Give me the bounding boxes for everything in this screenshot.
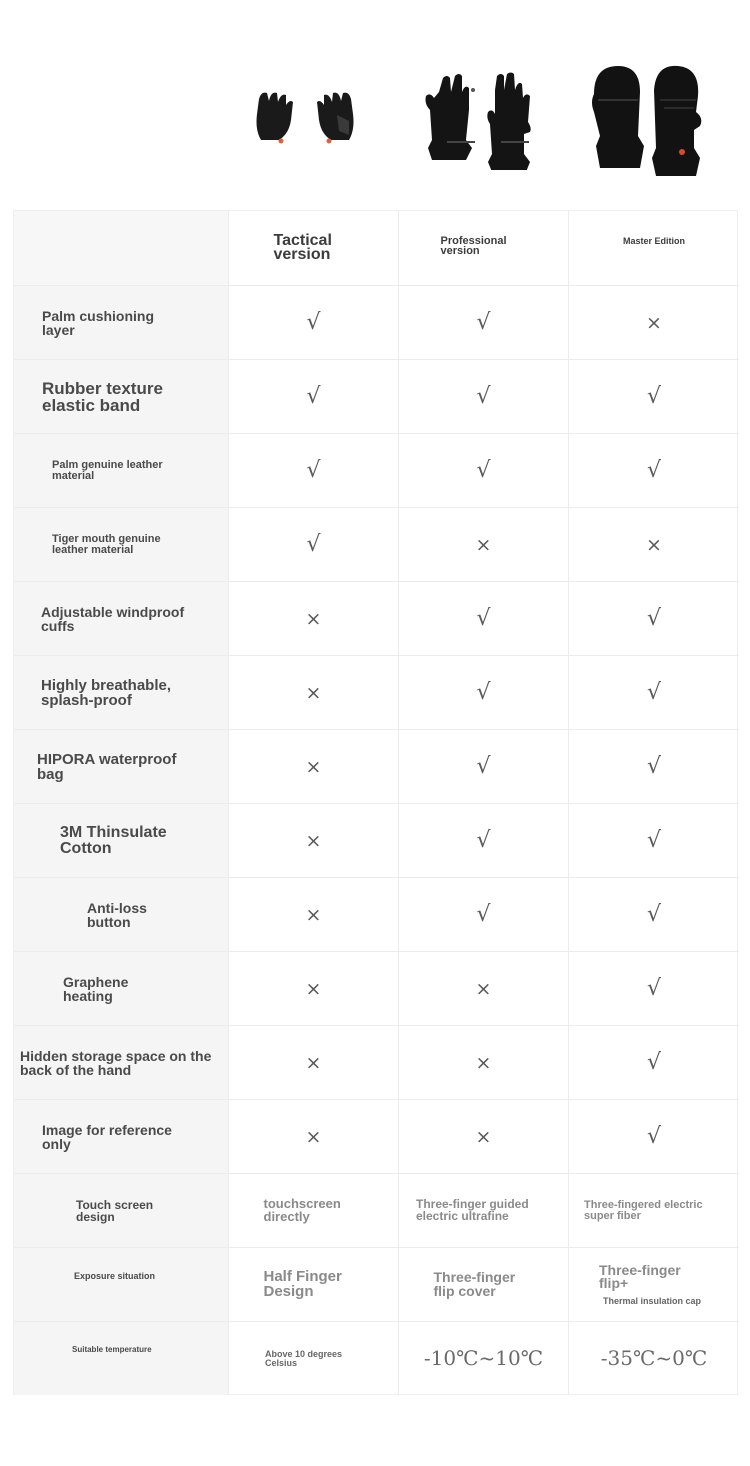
comparison-table <box>13 210 738 1395</box>
header-tactical <box>228 211 398 285</box>
header-professional-label: Professional version <box>440 235 507 257</box>
check-icon: √ <box>646 754 662 779</box>
cross-icon: × <box>305 829 322 852</box>
table-row <box>14 507 739 581</box>
cross-icon: × <box>305 1051 322 1074</box>
check-icon: √ <box>476 754 491 779</box>
feature-label: Tiger mouth genuine leather material <box>52 532 161 556</box>
touch-professional-value: Three-finger guided electric ultrafine <box>416 1197 529 1223</box>
exposure-tactical-value: Half Finger Design <box>263 1268 342 1300</box>
cross-icon: × <box>475 1051 492 1074</box>
table-row <box>14 359 739 433</box>
cross-icon: × <box>305 607 322 630</box>
feature-label: Touch screen design <box>76 1197 154 1224</box>
check-icon: √ <box>306 532 321 557</box>
check-icon: √ <box>646 384 662 409</box>
check-icon: √ <box>476 310 491 335</box>
temperature-master-value: -35℃~0℃ <box>600 1346 708 1370</box>
header-master-label: Master Edition <box>622 236 685 246</box>
header-tactical-label: Tactical version <box>273 231 332 263</box>
check-icon: √ <box>306 458 321 483</box>
exposure-professional-value: Three-finger flip cover <box>433 1269 516 1299</box>
table-row <box>14 1025 739 1099</box>
product-images <box>0 0 750 210</box>
check-icon: √ <box>646 976 662 1001</box>
feature-label: Exposure situation <box>74 1271 156 1281</box>
check-icon: √ <box>646 828 662 853</box>
exposure-master-subvalue: Thermal insulation cap <box>603 1295 702 1306</box>
header-empty-cell <box>14 211 228 285</box>
table-row <box>14 803 739 877</box>
check-icon: √ <box>476 458 491 483</box>
check-icon: √ <box>646 1124 662 1149</box>
feature-label: Suitable temperature <box>72 1345 152 1354</box>
feature-label: HIPORA waterproof bag <box>37 750 177 783</box>
feature-label: Adjustable windproof cuffs <box>41 603 185 634</box>
touch-tactical-value: touchscreen directly <box>263 1196 341 1224</box>
header-professional <box>398 211 568 285</box>
table-row <box>14 655 739 729</box>
temperature-row <box>14 1321 739 1395</box>
feature-label: 3M Thinsulate Cotton <box>60 823 167 857</box>
feature-label: Rubber texture elastic band <box>42 378 163 415</box>
feature-label: Highly breathable, splash-proof <box>41 676 172 709</box>
table-row <box>14 877 739 951</box>
table-row <box>14 581 739 655</box>
check-icon: √ <box>476 606 491 631</box>
check-icon: √ <box>306 310 321 335</box>
check-icon: √ <box>646 680 662 705</box>
table-row <box>14 285 739 359</box>
check-icon: √ <box>646 1050 662 1075</box>
cross-icon: × <box>305 903 322 926</box>
exposure-row <box>14 1247 739 1321</box>
cross-icon: × <box>475 533 492 556</box>
feature-label: Hidden storage space on the back of the hand <box>20 1047 212 1078</box>
exposure-master-value: Three-finger flip+ <box>599 1261 681 1292</box>
cross-icon: × <box>475 977 492 1000</box>
cross-icon: × <box>305 1125 322 1148</box>
cross-icon: × <box>305 977 322 1000</box>
mitten-glove-pair-icon <box>582 55 712 185</box>
check-icon: √ <box>646 606 662 631</box>
check-icon: √ <box>476 828 491 853</box>
fingerless-glove-pair-icon <box>250 55 360 185</box>
check-icon: √ <box>476 902 491 927</box>
header-row <box>14 211 739 285</box>
check-icon: √ <box>646 902 662 927</box>
cross-icon: × <box>646 533 662 556</box>
temperature-professional-value: -10℃~10℃ <box>423 1346 544 1370</box>
feature-label: Anti-loss button <box>87 899 147 930</box>
header-master <box>568 211 739 285</box>
table-row <box>14 729 739 803</box>
table-row <box>14 951 739 1025</box>
cross-icon: × <box>475 1125 492 1148</box>
cross-icon: × <box>646 311 662 334</box>
feature-label: Image for reference only <box>42 1121 172 1152</box>
feature-label: Graphene heating <box>63 973 129 1004</box>
check-icon: √ <box>306 384 321 409</box>
table-row <box>14 433 739 507</box>
feature-label: Palm genuine leather material <box>52 458 163 482</box>
touch-screen-row <box>14 1173 739 1247</box>
check-icon: √ <box>476 680 491 705</box>
flip-finger-glove-pair-icon <box>420 55 550 185</box>
feature-label: Palm cushioning layer <box>42 307 155 338</box>
check-icon: √ <box>476 384 491 409</box>
cross-icon: × <box>305 755 322 778</box>
table-row <box>14 1099 739 1173</box>
touch-master-value: Three-fingered electric super fiber <box>584 1199 703 1222</box>
check-icon: √ <box>646 458 662 483</box>
temperature-tactical-value: Above 10 degrees Celsius <box>265 1348 343 1368</box>
cross-icon: × <box>305 681 322 704</box>
